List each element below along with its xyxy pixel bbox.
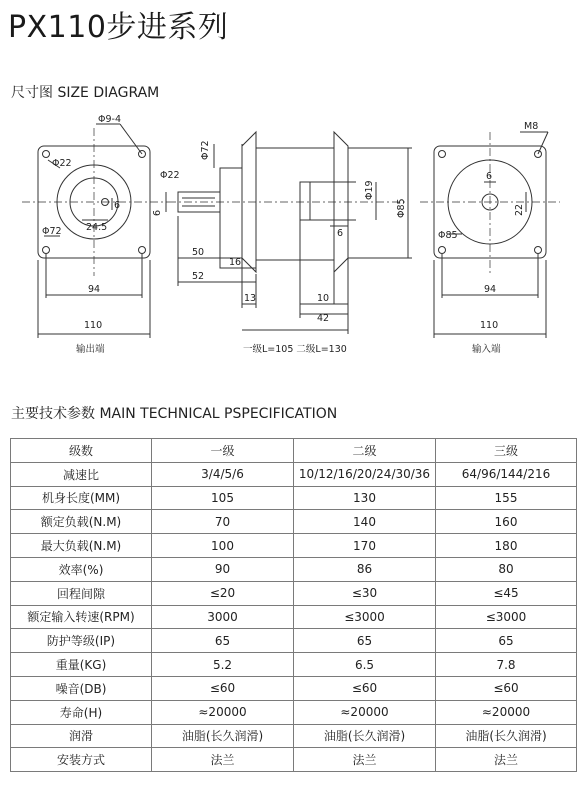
table-row xyxy=(11,605,577,629)
table-row xyxy=(11,676,577,700)
size-diagram xyxy=(0,108,586,358)
label-right-22: 22 xyxy=(514,203,525,216)
table-row-header: 级数 xyxy=(11,439,152,463)
table-cell: 一级 xyxy=(152,439,294,463)
label-phi72: Φ72 xyxy=(42,226,62,237)
table-row-header: 安装方式 xyxy=(11,748,152,772)
side-view xyxy=(166,132,412,334)
table-row xyxy=(11,629,577,653)
table-row-header: 防护等级(IP) xyxy=(11,629,152,653)
label-right-6: 6 xyxy=(486,171,493,182)
table-cell: 油脂(长久润滑) xyxy=(152,724,294,748)
label-width-110: 110 xyxy=(84,320,103,331)
label-side-16: 16 xyxy=(229,257,242,268)
label-side-phi85: Φ85 xyxy=(396,198,407,218)
caption-input-end: 输入端 xyxy=(472,344,501,355)
table-row xyxy=(11,510,577,534)
table-row xyxy=(11,462,577,486)
table-cell: 6.5 xyxy=(294,653,436,677)
table-row xyxy=(11,534,577,558)
table-cell: 65 xyxy=(436,629,577,653)
table-row xyxy=(11,486,577,510)
label-width-94: 94 xyxy=(88,284,101,295)
label-hole-m8: M8 xyxy=(524,121,539,132)
table-row-header: 润滑 xyxy=(11,724,152,748)
table-cell: 油脂(长久润滑) xyxy=(294,724,436,748)
table-cell: 5.2 xyxy=(152,653,294,677)
table-cell: 65 xyxy=(294,629,436,653)
table-cell: ≤60 xyxy=(294,676,436,700)
table-cell: 10/12/16/20/24/30/36 xyxy=(294,462,436,486)
table-row-header: 噪音(DB) xyxy=(11,676,152,700)
table-row-header: 最大负载(N.M) xyxy=(11,534,152,558)
table-row-header: 回程间隙 xyxy=(11,581,152,605)
table-row xyxy=(11,653,577,677)
table-row xyxy=(11,439,577,463)
table-row-header: 寿命(H) xyxy=(11,700,152,724)
label-side-10: 10 xyxy=(317,293,330,304)
table-row-header: 效率(%) xyxy=(11,557,152,581)
table-cell: 160 xyxy=(436,510,577,534)
table-cell: 90 xyxy=(152,557,294,581)
table-row-header: 机身长度(MM) xyxy=(11,486,152,510)
label-24-5: 24.5 xyxy=(86,222,108,233)
table-cell: 三级 xyxy=(436,439,577,463)
label-right-phi85: Φ85 xyxy=(438,230,458,241)
table-cell: ≤3000 xyxy=(436,605,577,629)
label-side-13: 13 xyxy=(244,293,257,304)
table-cell: 180 xyxy=(436,534,577,558)
label-side-50: 50 xyxy=(192,247,205,258)
table-cell: ≤20 xyxy=(152,581,294,605)
table-cell: 3000 xyxy=(152,605,294,629)
table-cell: 65 xyxy=(152,629,294,653)
label-side-phi22: Φ22 xyxy=(160,170,180,181)
label-6: 6 xyxy=(114,200,121,211)
table-row xyxy=(11,557,577,581)
table-cell: 105 xyxy=(152,486,294,510)
table-row-header: 减速比 xyxy=(11,462,152,486)
label-hole-9-4: Φ9-4 xyxy=(98,114,121,125)
page-title: PX110步进系列 xyxy=(8,10,229,45)
table-cell: ≤60 xyxy=(436,676,577,700)
table-cell: 油脂(长久润滑) xyxy=(436,724,577,748)
table-row xyxy=(11,581,577,605)
table-row xyxy=(11,724,577,748)
label-side-phi19: Φ19 xyxy=(364,180,375,200)
spec-table xyxy=(10,438,577,772)
label-side-52: 52 xyxy=(192,271,205,282)
label-side-6: 6 xyxy=(152,209,163,216)
table-cell: 70 xyxy=(152,510,294,534)
table-cell: 法兰 xyxy=(152,748,294,772)
spec-table-body xyxy=(11,439,577,772)
table-cell: 80 xyxy=(436,557,577,581)
label-phi22: Φ22 xyxy=(52,158,72,169)
table-cell: ≤45 xyxy=(436,581,577,605)
table-cell: ≈20000 xyxy=(152,700,294,724)
table-cell: 法兰 xyxy=(436,748,577,772)
label-side-42: 42 xyxy=(317,313,330,324)
table-cell: 7.8 xyxy=(436,653,577,677)
table-cell: 140 xyxy=(294,510,436,534)
table-row xyxy=(11,748,577,772)
label-side-6b: 6 xyxy=(337,228,344,239)
section-title-specification: 主要技术参数 MAIN TECHNICAL PSPECIFICATION xyxy=(11,406,338,422)
caption-length: 一级L=105 二级L=130 xyxy=(243,344,347,355)
table-cell: 86 xyxy=(294,557,436,581)
table-cell: 170 xyxy=(294,534,436,558)
table-cell: 3/4/5/6 xyxy=(152,462,294,486)
label-right-width-110: 110 xyxy=(480,320,499,331)
table-row-header: 额定负载(N.M) xyxy=(11,510,152,534)
table-row-header: 重量(KG) xyxy=(11,653,152,677)
table-cell: 64/96/144/216 xyxy=(436,462,577,486)
table-cell: ≤30 xyxy=(294,581,436,605)
section-title-size-diagram: 尺寸图 SIZE DIAGRAM xyxy=(11,85,160,101)
table-row-header: 额定输入转速(RPM) xyxy=(11,605,152,629)
table-cell: 130 xyxy=(294,486,436,510)
label-right-width-94: 94 xyxy=(484,284,497,295)
table-cell: ≈20000 xyxy=(294,700,436,724)
table-row xyxy=(11,700,577,724)
label-side-phi72: Φ72 xyxy=(200,140,211,160)
table-cell: 法兰 xyxy=(294,748,436,772)
table-cell: ≤60 xyxy=(152,676,294,700)
table-cell: 100 xyxy=(152,534,294,558)
table-cell: 155 xyxy=(436,486,577,510)
table-cell: ≤3000 xyxy=(294,605,436,629)
caption-output-end: 输出端 xyxy=(76,344,105,355)
table-cell: 二级 xyxy=(294,439,436,463)
table-cell: ≈20000 xyxy=(436,700,577,724)
